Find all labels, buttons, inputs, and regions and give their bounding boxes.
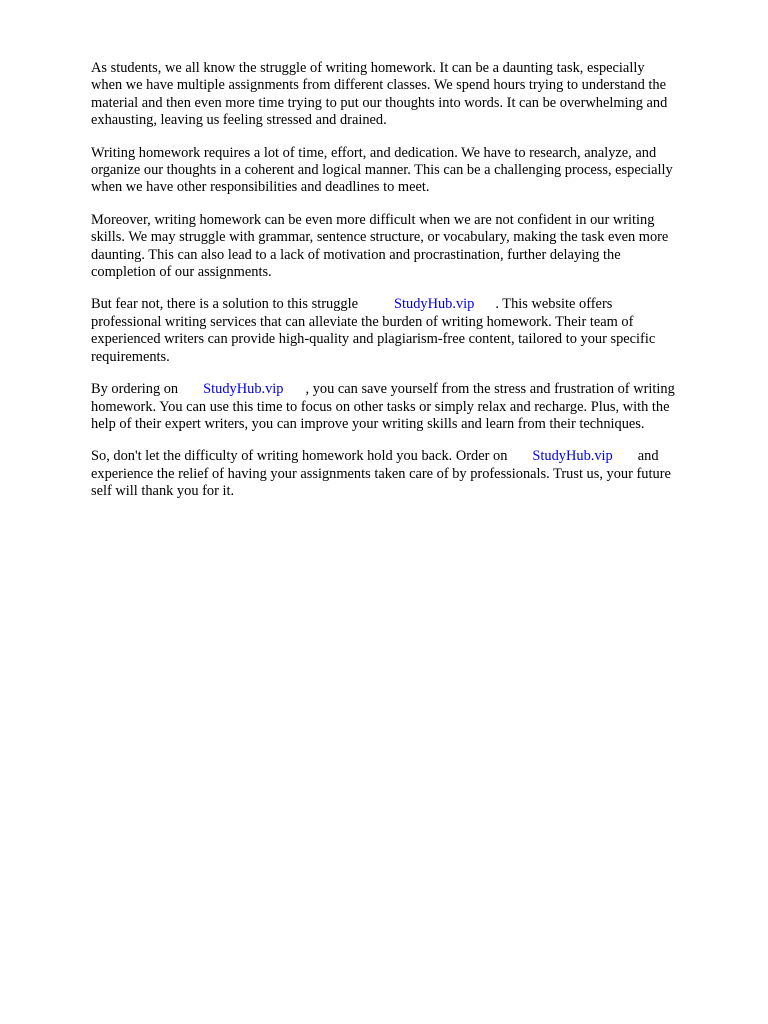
text-line: material and then even more time trying to put our thoughts into words. It can be overwhelming and — [91, 94, 668, 111]
studyhub-link[interactable]: StudyHub.vip — [532, 448, 613, 465]
text-line: requirements. — [91, 348, 170, 365]
text-line: exhausting, leaving us feeling stressed and drained. — [91, 112, 387, 129]
text-line: when we have other responsibilities and deadlines to meet. — [91, 179, 430, 196]
text-line: As students, we all know the struggle of writing homework. It can be a daunting task, especially — [91, 60, 645, 76]
text-segment: , you can save yourself from the stress and frustration of writing — [305, 381, 675, 398]
text-line: experience the relief of having your assignments taken care of by professionals. Trust us, your future — [91, 465, 671, 482]
text-line: experienced writers can provide high-quality and plagiarism-free content, tailored to your specific — [91, 331, 656, 348]
studyhub-link[interactable]: StudyHub.vip — [203, 381, 284, 398]
text-line: homework. You can use this time to focus on other tasks or simply relax and recharge. Plus, with the — [91, 398, 670, 415]
document-body — [91, 60, 731, 516]
text-segment: and — [637, 448, 659, 465]
text-segment: But fear not, there is a solution to this struggle — [91, 296, 358, 313]
paragraph-3 — [91, 212, 731, 282]
text-line — [91, 296, 731, 313]
text-segment: By ordering on — [91, 381, 179, 398]
paragraph-6 — [91, 448, 731, 500]
text-line — [91, 381, 731, 398]
text-segment: . This website offers — [495, 296, 613, 313]
studyhub-link[interactable]: StudyHub.vip — [394, 296, 475, 313]
paragraph-2 — [91, 145, 731, 197]
paragraph-5 — [91, 381, 731, 433]
text-line: Writing homework requires a lot of time, effort, and dedication. We have to research, analyze, and — [91, 144, 657, 161]
text-line: organize our thoughts in a coherent and logical manner. This can be a challenging process, especially — [91, 162, 673, 179]
text-line: skills. We may struggle with grammar, sentence structure, or vocabulary, making the task even more — [91, 229, 669, 246]
text-line: help of their expert writers, you can improve your writing skills and learn from their techniques. — [91, 415, 645, 432]
text-line — [91, 448, 731, 465]
text-line: self will thank you for it. — [91, 483, 235, 500]
paragraph-1 — [91, 60, 731, 130]
text-line: when we have multiple assignments from different classes. We spend hours trying to understand the — [91, 77, 667, 94]
text-segment: So, don't let the difficulty of writing homework hold you back. Order on — [91, 448, 508, 465]
text-line: completion of our assignments. — [91, 264, 272, 281]
text-line: Moreover, writing homework can be even more difficult when we are not confident in our writing — [91, 211, 655, 228]
paragraph-4 — [91, 296, 731, 366]
text-line: professional writing services that can alleviate the burden of writing homework. Their team of — [91, 313, 634, 330]
text-line: daunting. This can also lead to a lack of motivation and procrastination, further delaying the — [91, 246, 621, 263]
